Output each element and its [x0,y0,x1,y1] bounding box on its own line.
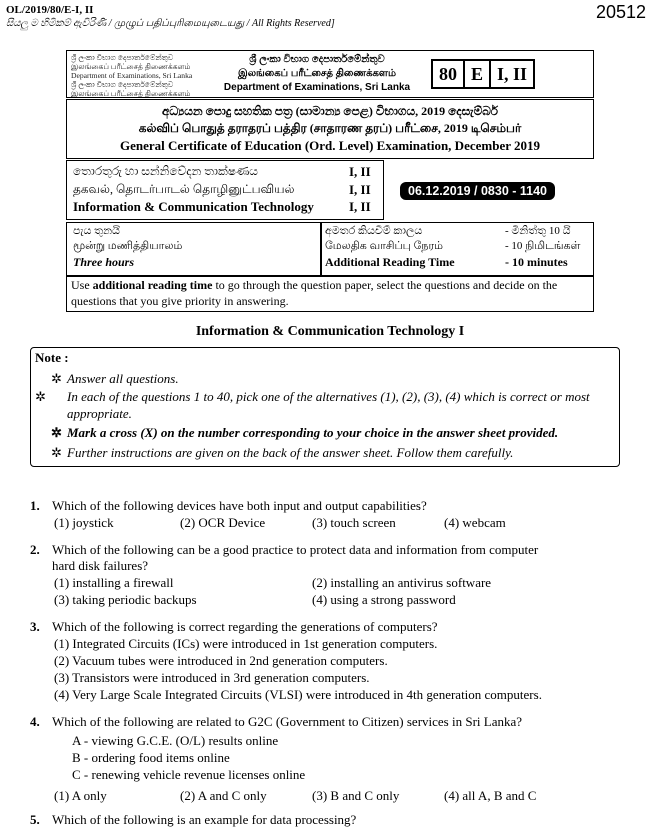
reading-instructions: Use additional reading time to go through the question paper, select the questions and decide on the questions that you give priority in answering. [66,276,594,312]
option: (3) B and C only [312,788,400,803]
option: (3) touch screen [312,515,396,530]
note-item: ✲ Further instructions are given on the back of the answer sheet. Follow them carefully. [51,445,514,460]
paper-title: Information & Communication Technology I [195,324,465,339]
banner-pattern: ශ්‍රී ලංකා විභාග දෙපාර්තමේන්තුව இலங்கைப் பரீட்சைத் திணைக்களம் Department of Examinations, Sri Lanka ශ්‍රී ලංකා විභාග දෙපාර්තමේන්තුව இலங்கைப் பரீட்சைத் திணைக்களம் [71,53,193,98]
option: (1) joystick [54,515,114,530]
department-name: ශ්‍රී ලංකා විභාග දෙපාර්තමේන්තුව இலங்கைப் பரீட்சைத் திணைக்களம் Department of Examinations, Sri Lanka [217,53,417,93]
item: C - renewing vehicle revenue licenses online [72,767,306,782]
subject-box: තොරතුරු හා සන්නිවේදන තාක්ෂණය I, II தகவல், தொடர்பாடல் தொழினுட்பவியல் I, II Information & Communication Technology I, II [66,160,384,220]
question-5: 5. Which of the following is an example for data processing? [30,812,357,827]
paper-number: 20512 [595,2,646,22]
exam-datetime: 06.12.2019 / 0830 - 1140 [400,182,555,200]
duration-box: පැය තුනයි மூன்று மணித்தியாலம் Three hours [66,222,322,276]
option: (4) using a strong password [312,592,456,607]
option: (2) OCR Device [180,515,266,530]
note-box: Note : ✲ Answer all questions. ✲ In each of the questions 1 to 40, pick one of the alternatives (1), (2), (3), (4) which is correct or most appropriate. ✲ Mark a cross (X) on the number corresponding to your choice in the answer sheet provided. ✲ Further instructions are given on the back of the answer sheet. Follow them carefully. [30,347,620,467]
subject-code-box: 80 E I, II [431,59,535,89]
option: (3) Transistors were introduced in 3rd generation computers. [54,670,370,685]
note-item: ✲ In each of the questions 1 to 40, pick one of the alternatives (1), (2), (3), (4) which is correct or most appropriate. [35,389,590,421]
exam-title: අධ්‍යයන පොදු සහතික පත්‍ර (සාමාන්‍ය පෙළ) විභාගය, 2019 දෙසැම්බර් கல்விப் பொதுத் தராதரப் பத்திர (சாதாரண தரப்) பரீட்சை, 2019 டிசெம்பர் General Certificate of Education (Ord. Level) Examination, December 2019 [66,99,594,159]
item: B - ordering food items online [72,750,230,765]
question-3: 3. Which of the following is correct regarding the generations of computers? [30,619,438,634]
option: (1) A only [54,788,107,803]
option: (1) Integrated Circuits (ICs) were introduced in 1st generation computers. [54,636,438,651]
department-banner [66,50,594,98]
option: (2) Vacuum tubes were introduced in 2nd generation computers. [54,653,388,668]
option: (4) all A, B and C [444,788,537,803]
option: (2) installing an antivirus software [312,575,492,590]
reading-time-box: අමතර කියවීම් කාලය - මිනිත්තු 10 යි மேலதிக வாசிப்பு நேரம் - 10 நிமிடங்கள் Additional Reading Time - 10 minutes [320,222,594,276]
option: (4) webcam [444,515,506,530]
option: (3) taking periodic backups [54,592,197,607]
question-1: 1. Which of the following devices have both input and output capabilities? [30,498,427,513]
note-item: ✲ Mark a cross (X) on the number corresponding to your choice in the answer sheet provided. [51,425,559,440]
paper-code: OL/2019/80/E-I, II [6,4,94,16]
question-2-cont: hard disk failures? [52,558,149,573]
question-2: 2. Which of the following can be a good practice to protect data and information from computer [30,542,539,557]
note-item: ✲ Answer all questions. [51,371,179,386]
option: (1) installing a firewall [54,575,174,590]
question-4: 4. Which of the following are related to G2C (Government to Citizen) services in Sri Lanka? [30,714,523,729]
rights-notice: සියලු ම හිමිකම් ඇවිරිණි / முழுப் பதிப்புரிமையுடையது / All Rights Reserved] [6,18,335,29]
item: A - viewing G.C.E. (O/L) results online [72,733,279,748]
option: (2) A and C only [180,788,267,803]
option: (4) Very Large Scale Integrated Circuits (VLSI) were introduced in 4th generation computers. [54,687,542,702]
